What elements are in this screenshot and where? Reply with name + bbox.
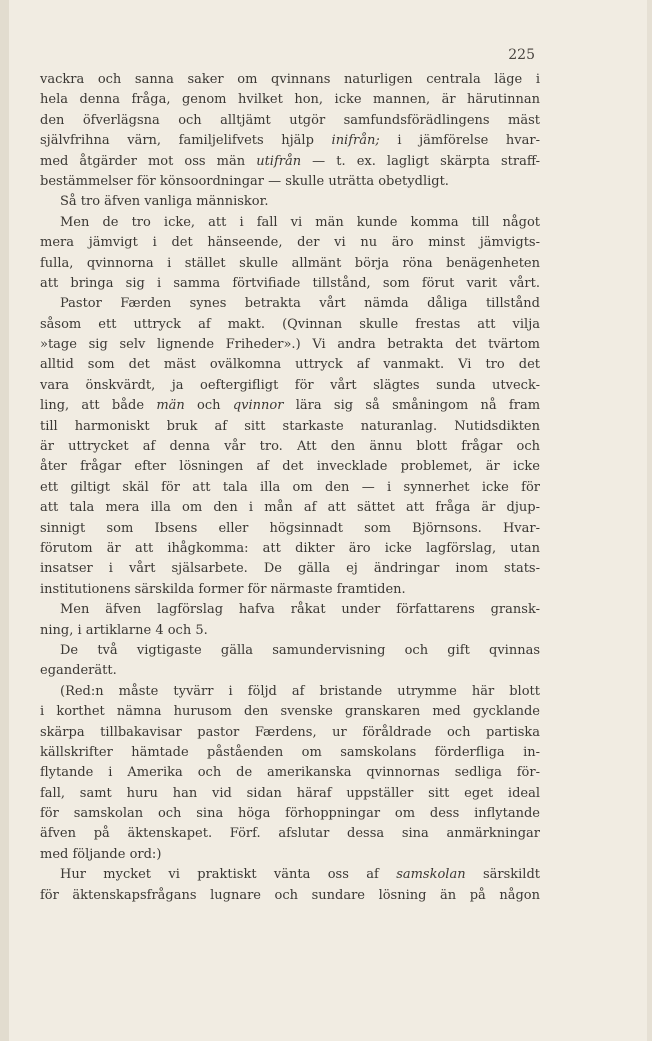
text-run: fall, samt huru han vid sidan häraf uppställer sitt eget ideal: [40, 785, 540, 801]
text-line: [40, 172, 540, 192]
text-run: i korthet nämna hurusom den svenske granskaren med gycklande: [40, 704, 540, 720]
text-run: såsom ett uttryck af makt. (Qvinnan skulle frestas att vilja: [40, 316, 540, 332]
text-run: åter frågar efter lösningen af det invecklade problemet, är icke: [40, 459, 540, 475]
text-run: ett giltigt skäl för att tala illa om den — i synnerhet icke för: [40, 479, 540, 495]
text-line: [40, 865, 540, 885]
text-run: att tala mera illa om den i mån af att sättet att fråga är djup-: [40, 500, 540, 516]
text-run: De två vigtigaste gälla samundervisning och gift qvinnas: [60, 642, 540, 658]
text-line: [40, 457, 540, 477]
text-line: [40, 213, 540, 233]
text-run: »tage sig selv lignende Friheder».) Vi andra betrakta det tvärtom: [40, 337, 540, 353]
text-line: [40, 804, 540, 824]
text-run: källskrifter hämtade påståenden om samskolans förderfliga in-: [40, 744, 540, 760]
italic-text: qvinnor: [232, 398, 284, 414]
text-line: [40, 539, 540, 559]
text-run: och: [184, 398, 233, 414]
text-line: [40, 254, 540, 274]
text-line: [40, 784, 540, 804]
text-run: — t. ex. lagligt skärpta straff-: [301, 153, 540, 169]
text-run: eganderätt.: [40, 663, 117, 679]
text-line: [40, 621, 540, 641]
text-run: mera jämvigt i det hänseende, der vi nu äro minst jämvigts-: [40, 235, 540, 251]
text-run: äfven på äktenskapet. Förf. afslutar dessa sina anmärkningar: [40, 826, 540, 842]
text-line: [40, 111, 540, 131]
text-run: alltid som det mäst ovälkomna uttryck af vanmakt. Vi tro det: [40, 357, 540, 373]
text-run: lära sig så småningom nå fram: [283, 398, 541, 414]
text-run: vara önskvärdt, ja oeftergifligt för vårt slägtes sunda utveck-: [40, 377, 540, 393]
text-line: [40, 743, 540, 763]
italic-text: män: [156, 398, 185, 414]
italic-text: inifrån;: [331, 133, 380, 149]
text-line: [40, 70, 540, 90]
text-line: [40, 376, 540, 396]
text-line: [40, 315, 540, 335]
text-line: [40, 396, 540, 416]
page-edge: [647, 0, 652, 1041]
text-line: [40, 824, 540, 844]
text-line: [40, 233, 540, 253]
text-run: är uttrycket af denna vår tro. Att den ännu blott frågar och: [40, 439, 540, 455]
text-line: [40, 152, 540, 172]
text-run: institutionens särskilda former för närmaste framtiden.: [40, 581, 406, 597]
text-line: [40, 478, 540, 498]
text-run: med åtgärder mot oss män: [40, 153, 257, 169]
text-run: särskildt: [465, 867, 540, 883]
text-run: bestämmelser för könsoordningar — skulle uträtta obetydligt.: [40, 173, 449, 189]
text-run: hela denna fråga, genom hvilket hon, icke mannen, är härutinnan: [40, 92, 540, 108]
text-run: vackra och sanna saker om qvinnans naturligen centrala läge i: [40, 72, 540, 87]
text-run: sinnigt som Ibsens eller högsinnadt som Björnsons. Hvar-: [40, 520, 540, 536]
text-run: förutom är att ihågkomma: att dikter äro icke lagförslag, utan: [40, 540, 540, 556]
text-run: skärpa tillbakavisar pastor Færdens, ur föråldrade och partiska: [40, 724, 540, 740]
text-line: [40, 498, 540, 518]
page-gutter-shadow: [0, 0, 9, 1041]
text-line: [40, 580, 540, 600]
text-line: [40, 845, 540, 865]
text-line: [40, 335, 540, 355]
text-line: [40, 702, 540, 722]
italic-text: samskolan: [396, 867, 466, 883]
text-line: [40, 192, 540, 212]
text-run: Men äfven lagförslag hafva råkat under författarens gransk-: [60, 602, 540, 618]
text-line: [40, 355, 540, 375]
text-run: med följande ord:): [40, 846, 162, 862]
text-line: [40, 763, 540, 783]
text-run: ning, i artiklarne 4 och 5.: [40, 622, 208, 638]
body-text: [40, 70, 540, 906]
text-line: [40, 417, 540, 437]
text-run: i jämförelse hvar-: [379, 133, 540, 149]
text-line: [40, 559, 540, 579]
text-run: till harmoniskt bruk af sitt starkaste naturanlag. Nutidsdikten: [40, 418, 540, 434]
text-run: att bringa sig i samma förtvifiade tillstånd, som förut varit vårt.: [40, 275, 540, 291]
text-line: [40, 437, 540, 457]
text-run: insatser i vårt själsarbete. De gälla ej ändringar inom stats-: [40, 561, 540, 577]
text-line: [40, 131, 540, 151]
italic-text: utifrån: [256, 153, 302, 169]
text-run: den öfverlägsna och alltjämt utgör samfundsförädlingens mäst: [40, 112, 540, 128]
text-run: Hur mycket vi praktiskt vänta oss af: [60, 867, 397, 883]
text-run: ling, att både: [40, 398, 157, 414]
text-run: fulla, qvinnorna i stället skulle allmänt börja röna benägenheten: [40, 255, 540, 271]
text-line: [40, 661, 540, 681]
text-line: [40, 723, 540, 743]
text-run: för samskolan och sina höga förhoppningar om dess inflytande: [40, 806, 540, 822]
text-line: [40, 90, 540, 110]
text-line: [40, 886, 540, 906]
text-line: [40, 519, 540, 539]
text-run: Så tro äfven vanliga människor.: [60, 194, 269, 210]
text-line: [40, 600, 540, 620]
text-run: Pastor Færden synes betrakta vårt nämda dåliga tillstånd: [60, 296, 540, 312]
text-run: Men de tro icke, att i fall vi män kunde komma till något: [60, 214, 540, 230]
text-run: flytande i Amerika och de amerikanska qvinnornas sedliga för-: [40, 765, 540, 781]
text-line: [40, 294, 540, 314]
page-number: 225: [508, 47, 535, 63]
text-run: självfrihna värn, familjelifvets hjälp: [40, 133, 332, 149]
text-line: [40, 682, 540, 702]
text-line: [40, 274, 540, 294]
text-run: för äktenskapsfrågans lugnare och sundare lösning än på någon: [40, 887, 540, 903]
text-run: (Red:n måste tyvärr i följd af bristande utrymme här blott: [60, 683, 540, 699]
text-line: [40, 641, 540, 661]
